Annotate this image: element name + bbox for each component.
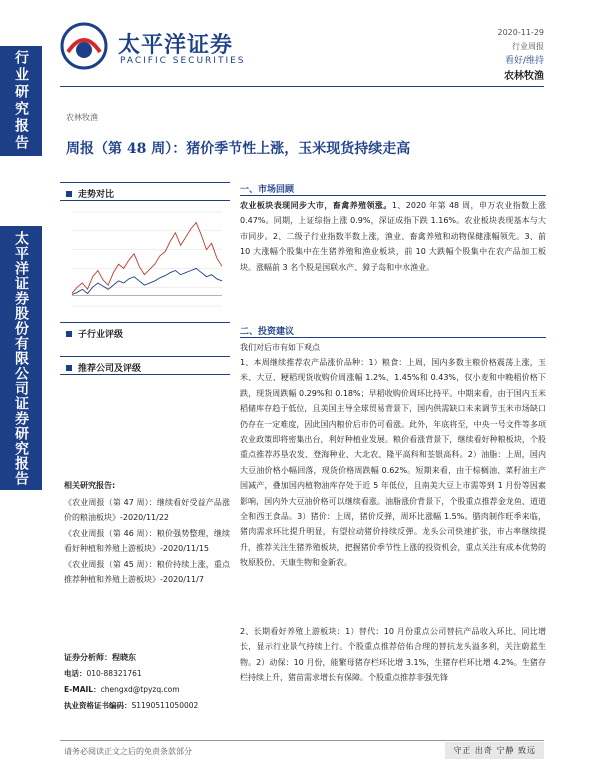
advice-point-1: 1、本周继续推荐农产品涨价品种：1）粮食：上周，国内多数主粮价格震荡上涨，玉米、大豆、粳稻现货收购价周涨幅 1.2%、1.45%和 0.43%，仅小麦和中晚稻价格下跌，现货周跌幅 0.29%和 0.18%；早稻收购价周环比持平。中期来看，由于国内玉米稻储库存趋于低位，且美国主导全球贸易背景下，国内供需缺口未来调节玉米市场缺口仍存在一定难度，因此国内粮价后市仍可看涨。此外，年底将至，中央一号文件等多项农业政策即将密集出台，利好种植业发展。粮价看涨背景下，继续看好种粮板块，个股重点推荐苏垦农发、登海种业、大北农、隆平高科和荃银高科。2）油脂：上周，国内大豆油价格小幅回落，现货价格周跌幅 0.62%。短期来看，由于棕榈油、菜籽油主产国减产，叠加国内植物油库存处于近 5 年低位，且南美大豆上市需等到 1 月份等因素影响，国内外大豆油价格可以继续看涨。油脂涨价背景下，个股重点推荐金龙鱼、道道全和西王食品。3）猪价：上周，猪价反弹，周环比涨幅 1.5%。腊肉制作旺季来临，猪肉需求环比提升明显，有望拉动猪价持续反弹。龙头公司快速扩张，市占率继续提升，推荐关注生猪养殖板块，把握猪价季节性上涨的投资机会，重点关注有成本优势的牧原股份、天康生物和金新农。 xyxy=(240,358,546,568)
breadcrumb: 农林牧渔 xyxy=(66,113,98,122)
sub-industry-heading: 子行业评级 xyxy=(66,327,123,340)
related-heading: 相关研究报告: xyxy=(64,481,116,490)
report-industry: 农林牧渔 xyxy=(504,71,544,82)
related-report-item[interactable]: 《农业周报（第 47 周）：继续看好受益产品涨价的粮油板块》-2020/11/22 xyxy=(64,498,230,522)
section-divider xyxy=(240,195,546,196)
section-divider xyxy=(240,337,546,338)
analyst-license: 执业资格证书编码：S1190511050002 xyxy=(64,701,199,710)
left-divider-top xyxy=(60,182,230,183)
trend-heading: 走势对比 xyxy=(66,187,114,200)
section-investment-advice xyxy=(240,324,546,337)
companies-heading: 推荐公司及评级 xyxy=(66,361,141,374)
report-rating: 看好/维持 xyxy=(504,56,544,66)
report-meta xyxy=(498,26,545,84)
related-reports xyxy=(64,478,230,588)
brand-logo xyxy=(60,22,260,78)
related-report-item[interactable]: 《农业周报（第 46 周）：粮价强势整理，继续看好种植和养殖上游板块》-2020/11/15 xyxy=(64,529,230,553)
section-heading: 二、投资建议 xyxy=(240,327,295,337)
analyst-info xyxy=(64,650,234,714)
report-type: 行业周报 xyxy=(512,42,544,51)
report-date: 2020-11-29 xyxy=(497,28,544,37)
trend-chart xyxy=(62,206,230,316)
section-market-review xyxy=(240,182,546,195)
sidebar-category-label: 行业研究报告 xyxy=(13,50,29,152)
market-review-text: 农业板块表现同步大市，畜禽养殖领涨。1、2020 年第 48 周，申万农业指数上涨 0.47%。同期，上证综指上涨 0.9%，深证成指下跌 1.16%。农业板块表现基本与大市同步。2、二级子行业指数半数上涨，渔业、畜禽养殖和动物保健涨幅领先。3、前 10 大涨幅个股集中在生猪养殖和渔业板块，前 10 大跌幅个股集中在农产品加工板块。涨幅前 3 名个股是国联水产、獐子岛和中水渔业。 xyxy=(240,201,547,272)
page-title: 周报（第 48 周）：猪价季节性上涨，玉米现货持续走高 xyxy=(66,141,411,157)
logo-emblem-icon xyxy=(60,22,108,70)
section-heading: 一、市场回顾 xyxy=(240,185,295,195)
analyst-name: 证券分析师：程晓东 xyxy=(64,653,136,662)
header-divider xyxy=(60,86,544,87)
left-divider-companies xyxy=(60,356,230,357)
analyst-email[interactable]: E-MAIL：chengxd@tpyzq.com xyxy=(64,685,180,694)
analyst-phone: 电话：010-88321761 xyxy=(64,669,142,678)
brand-name-en: PACIFIC SECURITIES xyxy=(120,56,246,66)
footer-motto: 守正 出奇 宁静 致远 xyxy=(445,742,544,759)
advice-point-2: 2、长期看好养殖上游板块：1）替代：10 月份重点公司替抗产品收入环比、同比增长，显示行业景气持续上行。个股重点推荐倍佑合理的替抗龙头溢多利，关注蔚蓝生物。2）动保：10 月份，能繁母猪存栏环比增 3.1%，生猪存栏环比增 4.2%。生猪存栏持续上升，猪苗需求增长有保障。个股重点推荐非强先锋 xyxy=(240,627,546,683)
footer-disclaimer: 请务必阅读正文之后的免责条款部分 xyxy=(64,747,192,756)
chart-series-line xyxy=(72,222,222,293)
related-report-item[interactable]: 《农业周报（第 45 周）：粮价持续上涨，重点推荐种植和养殖上游板块》-2020/11/7 xyxy=(64,560,230,584)
left-divider-sub xyxy=(60,322,230,323)
sidebar-company-label: 太平洋证券股份有限公司证券研究报告 xyxy=(13,230,29,486)
footer-divider xyxy=(60,740,544,741)
brand-name-cn: 太平洋证券 xyxy=(118,33,234,58)
advice-intro: 我们对后市有如下观点 xyxy=(240,343,320,352)
section-square-icon xyxy=(66,365,72,371)
section-square-icon xyxy=(66,191,72,197)
left-divider-companies-bottom xyxy=(60,374,230,375)
left-divider-trend xyxy=(60,200,230,201)
section-square-icon xyxy=(66,331,72,337)
